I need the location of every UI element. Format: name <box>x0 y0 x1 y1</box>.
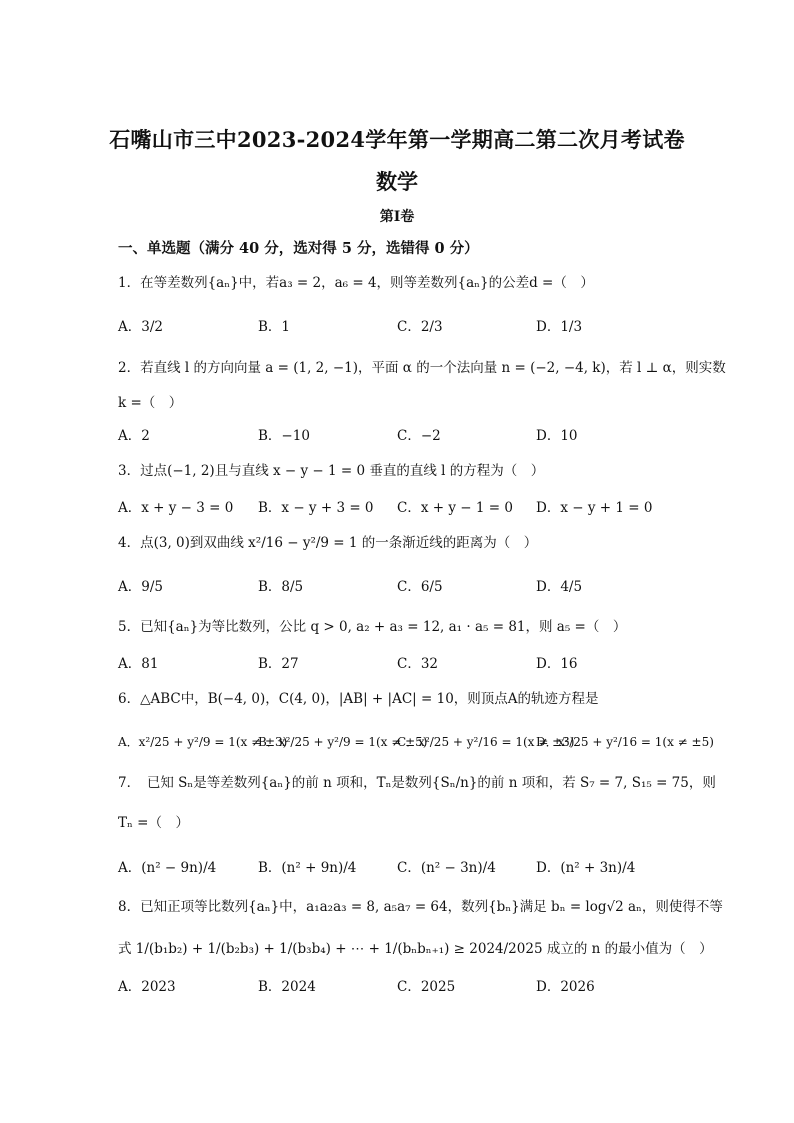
option-a: A．9/5 <box>118 579 163 595</box>
option-a: A．2 <box>118 428 150 444</box>
question-8-stem-line1: 8．已知正项等比数列{aₙ}中，a₁a₂a₃ = 8, a₅a₇ = 64，数列{bₙ}满足 bₙ = log√2 aₙ，则使得不等 <box>118 899 723 915</box>
option-b: B．27 <box>258 656 299 672</box>
option-b: B．x − y + 3 = 0 <box>258 500 374 516</box>
option-c: C．−2 <box>397 428 441 444</box>
question-3-stem: 3．过点(−1, 2)且与直线 x − y − 1 = 0 垂直的直线 l 的方程为（ ） <box>118 463 545 479</box>
question-7-options <box>118 846 688 886</box>
option-d: D．x − y + 1 = 0 <box>536 500 653 516</box>
option-d: D．(n² + 3n)/4 <box>536 860 636 876</box>
option-b: B．2024 <box>258 979 316 995</box>
question-1-stem: 1．在等差数列{aₙ}中，若a₃ = 2，a₆ = 4，则等差数列{aₙ}的公差d =（ ） <box>118 275 594 291</box>
option-c: C．32 <box>397 656 439 672</box>
question-7-stem-line2: Tₙ =（ ） <box>118 815 189 831</box>
option-c: C．x²/25 + y²/16 = 1(x ≠ ±3) <box>397 734 575 749</box>
option-c: C．x + y − 1 = 0 <box>397 500 513 516</box>
question-8-stem-line2: 式 1/(b₁b₂) + 1/(b₂b₃) + 1/(b₃b₄) + ⋯ + 1/(bₙbₙ₊₁) ≥ 2024/2025 成立的 n 的最小值为（ ） <box>118 941 713 957</box>
option-c: C．(n² − 3n)/4 <box>397 860 496 876</box>
option-d: D．1/3 <box>536 319 583 335</box>
option-d: D．2026 <box>536 979 595 995</box>
question-7-stem-line1: 7． 已知 Sₙ是等差数列{aₙ}的前 n 项和，Tₙ是数列{Sₙ/n}的前 n 项和，若 S₇ = 7, S₁₅ = 75，则 <box>118 775 716 791</box>
exam-title: 石嘴山市三中2023-2024学年第一学期高二第二次月考试卷 <box>109 127 685 152</box>
question-1-options <box>118 305 688 345</box>
option-c: C．2025 <box>397 979 456 995</box>
section-heading: 一、单选题（满分 40 分，选对得 5 分，选错得 0 分） <box>118 240 479 257</box>
option-b: B．−10 <box>258 428 310 444</box>
option-b: B．x²/25 + y²/9 = 1(x ≠ ±5) <box>258 734 428 749</box>
question-2-options <box>118 414 688 454</box>
question-4-options <box>118 565 688 605</box>
option-a: A．(n² − 9n)/4 <box>118 860 217 876</box>
option-d: D．10 <box>536 428 578 444</box>
option-a: A．x²/25 + y²/9 = 1(x ≠ ±3) <box>118 734 288 749</box>
question-8-options <box>118 965 688 1005</box>
option-b: B．(n² + 9n)/4 <box>258 860 357 876</box>
option-a: A．2023 <box>118 979 176 995</box>
question-2-stem-line2: k =（ ） <box>118 395 183 411</box>
question-3-options <box>118 486 688 526</box>
volume-title: 第Ⅰ卷 <box>379 209 415 225</box>
option-d: D．4/5 <box>536 579 583 595</box>
option-c: C．2/3 <box>397 319 443 335</box>
option-b: B．1 <box>258 319 291 335</box>
question-4-stem: 4．点(3, 0)到双曲线 x²/16 − y²/9 = 1 的一条渐近线的距离为（ ） <box>118 535 538 551</box>
subject-title: 数学 <box>376 169 418 194</box>
question-5-options <box>118 642 688 682</box>
option-a: A．3/2 <box>118 319 163 335</box>
option-c: C．6/5 <box>397 579 443 595</box>
question-2-stem-line1: 2．若直线 l 的方向向量 a = (1, 2, −1)，平面 α 的一个法向量 n = (−2, −4, k)，若 l ⊥ α，则实数 <box>118 360 726 376</box>
question-5-stem: 5．已知{aₙ}为等比数列，公比 q > 0, a₂ + a₃ = 12, a₁ · a₅ = 81，则 a₅ =（ ） <box>118 619 627 635</box>
question-6-stem: 6．△ABC中，B(−4, 0)，C(4, 0)，|AB| + |AC| = 10，则顶点A的轨迹方程是 <box>118 691 599 707</box>
option-d: D．16 <box>536 656 578 672</box>
question-6-options <box>118 721 714 761</box>
option-a: A．x + y − 3 = 0 <box>118 500 234 516</box>
option-a: A．81 <box>118 656 159 672</box>
option-d: D．x²/25 + y²/16 = 1(x ≠ ±5) <box>536 734 714 749</box>
option-b: B．8/5 <box>258 579 304 595</box>
